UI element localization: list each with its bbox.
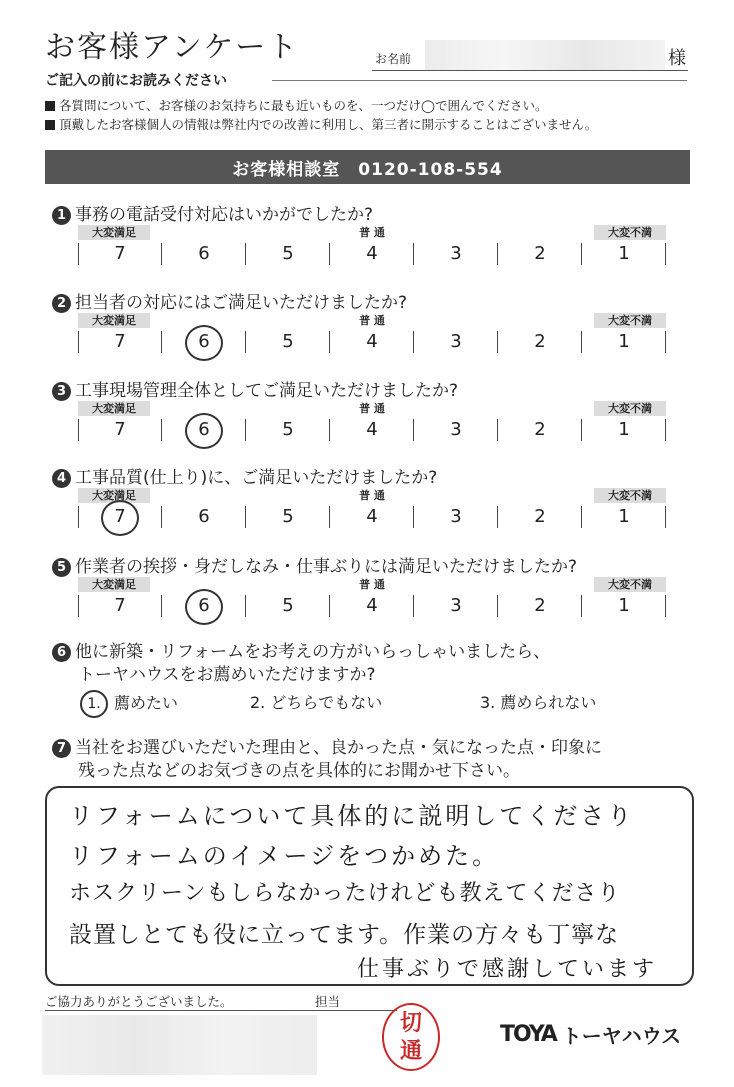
rating-option[interactable] (498, 504, 582, 530)
scale-label-very-satisfied: 大変満足 (78, 401, 150, 416)
rating-value: 6 (198, 595, 210, 616)
rating-option[interactable] (582, 504, 666, 530)
rating-value: 6 (198, 243, 210, 264)
comment-line: 仕事ぶりで感謝しています (357, 957, 658, 982)
company-logo (500, 1020, 681, 1049)
scale-label-very-satisfied: 大変満足 (78, 577, 150, 592)
seal-char: 切 (399, 1010, 422, 1036)
scale-label-neutral: 普 通 (359, 314, 385, 327)
seal-char: 通 (399, 1038, 422, 1064)
rating-option[interactable] (498, 329, 582, 355)
rating-option[interactable] (498, 241, 582, 267)
name-underline (372, 70, 688, 71)
scale-label-very-dissatisfied: 大変不満 (594, 225, 666, 240)
rating-option[interactable] (498, 417, 582, 443)
rating-value: 2 (534, 243, 546, 264)
rating-value: 2 (534, 595, 546, 616)
q6-option-3[interactable] (480, 690, 596, 718)
question-3 (52, 376, 458, 401)
rating-option[interactable] (78, 329, 162, 355)
rating-option[interactable] (162, 329, 246, 355)
option-number: 3. (480, 693, 496, 712)
rating-value: 5 (282, 243, 294, 264)
rating-value: 6 (198, 331, 210, 352)
rating-option[interactable] (414, 504, 498, 530)
rating-value: 3 (450, 595, 462, 616)
rating-option[interactable] (330, 504, 414, 530)
rating-value: 1 (618, 331, 630, 352)
question-text: 他に新築・リフォームをお考えの方がいらっしゃいましたら、 (75, 642, 551, 662)
scale-label-very-dissatisfied: 大変不満 (594, 313, 666, 328)
rating-value: 7 (114, 331, 126, 352)
survey-title: お客様アンケート (45, 30, 300, 65)
rating-option[interactable] (582, 593, 666, 619)
instruction-note (45, 115, 597, 133)
rating-value: 5 (282, 419, 294, 440)
rating-value: 5 (282, 506, 294, 527)
rating-option[interactable] (582, 329, 666, 355)
rating-option[interactable] (162, 593, 246, 619)
name-suffix: 様 (668, 48, 686, 69)
rating-value: 7 (114, 243, 126, 264)
scale-label-very-satisfied: 大変満足 (78, 313, 150, 328)
rating-value: 1 (618, 595, 630, 616)
comment-line: リフォームのイメージをつかめた。 (69, 842, 500, 870)
option-number: 2. (250, 693, 266, 712)
rating-value: 4 (366, 506, 378, 527)
rating-option[interactable] (78, 417, 162, 443)
scale-label-neutral: 普 通 (359, 489, 385, 502)
rating-value: 2 (534, 331, 546, 352)
question-number: 1 (52, 206, 71, 225)
rating-value: 4 (366, 331, 378, 352)
redacted-name (425, 40, 665, 70)
instruction-note (45, 96, 548, 114)
rating-value: 5 (282, 595, 294, 616)
selected-circle (101, 500, 139, 536)
hanko-seal (382, 1003, 440, 1071)
selected-circle: 1. (80, 690, 108, 718)
scale-label-very-satisfied: 大変満足 (78, 225, 150, 240)
rating-scale (78, 225, 666, 269)
rating-option[interactable] (162, 417, 246, 443)
question-7 (52, 733, 602, 758)
scale-label-neutral: 普 通 (359, 578, 385, 591)
redacted-staff (42, 1015, 317, 1075)
rating-options (78, 241, 666, 267)
question-1 (52, 200, 373, 225)
rating-option[interactable] (414, 241, 498, 267)
rating-option[interactable] (330, 329, 414, 355)
rating-value: 6 (198, 419, 210, 440)
selected-circle (185, 589, 223, 625)
rating-options (78, 329, 666, 355)
question-2 (52, 288, 407, 313)
instructions-divider (272, 80, 687, 81)
rating-option[interactable] (582, 241, 666, 267)
comment-line: リフォームについて具体的に説明してくださり (69, 802, 635, 830)
selected-circle (185, 413, 223, 449)
comment-box[interactable] (45, 786, 694, 986)
question-7-line2: 残った点などのお気づきの点を具体的にお聞かせ下さい。 (78, 761, 520, 781)
question-number: 3 (52, 382, 71, 401)
q6-option-2[interactable] (250, 690, 480, 718)
rating-value: 4 (366, 419, 378, 440)
rating-value: 3 (450, 506, 462, 527)
scale-label-very-dissatisfied: 大変不満 (594, 401, 666, 416)
instructions-heading: ご記入の前にお読みください (45, 73, 227, 89)
rating-option[interactable] (246, 593, 330, 619)
rating-option[interactable] (246, 417, 330, 443)
rating-option[interactable] (414, 329, 498, 355)
rating-option[interactable] (330, 241, 414, 267)
question-6-line2: トーヤハウスをお薦めいただけますか? (78, 665, 376, 685)
question-6 (52, 637, 550, 662)
rating-option[interactable] (78, 504, 162, 530)
rating-options (78, 504, 666, 530)
rating-option[interactable] (162, 241, 246, 267)
rating-value: 2 (534, 419, 546, 440)
rating-option[interactable] (414, 593, 498, 619)
question-4 (52, 463, 437, 488)
option-label: 薦められない (500, 693, 597, 712)
scale-label-very-dissatisfied: 大変不満 (594, 577, 666, 592)
square-bullet-icon (45, 120, 55, 130)
staff-label: 担当 (315, 994, 341, 1009)
name-label: お名前 (375, 52, 412, 66)
rating-value: 1 (618, 419, 630, 440)
comment-line: 設置しとても役に立ってます。作業の方々も丁寧な (69, 922, 620, 948)
rating-value: 3 (450, 243, 462, 264)
rating-option[interactable] (246, 504, 330, 530)
rating-scale (78, 401, 666, 445)
rating-value: 7 (114, 506, 126, 527)
option-label: 薦めたい (114, 693, 179, 713)
rating-value: 7 (114, 419, 126, 440)
rating-value: 2 (534, 506, 546, 527)
question-5 (52, 552, 577, 577)
q6-options (80, 690, 680, 718)
rating-value: 1 (618, 506, 630, 527)
question-text: 工事現場管理全体としてご満足いただけましたか? (75, 381, 459, 401)
scale-label-very-dissatisfied: 大変不満 (594, 488, 666, 503)
option-label: どちらでもない (270, 693, 383, 712)
question-number: 4 (52, 469, 71, 488)
instruction-note-text: 頂戴したお客様個人の情報は弊社内での改善に利用し、第三者に開示することはございません。 (59, 117, 598, 132)
rating-option[interactable] (78, 593, 162, 619)
rating-option[interactable] (330, 417, 414, 443)
scale-label-neutral: 普 通 (359, 226, 385, 239)
rating-scale (78, 488, 666, 532)
question-number: 5 (52, 558, 71, 577)
selected-circle (185, 325, 223, 361)
rating-option[interactable] (246, 329, 330, 355)
question-text: 作業者の挨拶・身だしなみ・仕事ぶりには満足いただけましたか? (75, 557, 578, 577)
scale-label-very-satisfied: 大変満足 (78, 488, 150, 503)
customer-service-banner: お客様相談室 0120-108-554 (45, 150, 690, 184)
question-text: 当社をお選びいただいた理由と、良かった点・気になった点・印象に (75, 738, 602, 758)
logo-name: トーヤハウス (561, 1024, 682, 1048)
rating-option[interactable] (162, 504, 246, 530)
thanks-text: ご協力ありがとうございました。 (45, 994, 233, 1009)
rating-value: 3 (450, 331, 462, 352)
instruction-note-text: 各質問について、お客様のお気持ちに最も近いものを、一つだけ◯で囲んでください。 (59, 98, 548, 113)
rating-options (78, 593, 666, 619)
rating-value: 4 (366, 243, 378, 264)
q6-option-1[interactable] (80, 690, 250, 718)
square-bullet-icon (45, 101, 55, 111)
rating-option[interactable] (414, 417, 498, 443)
rating-scale (78, 577, 666, 621)
rating-options (78, 417, 666, 443)
rating-scale (78, 313, 666, 357)
question-number: 6 (52, 643, 71, 662)
question-text: 担当者の対応にはご満足いただけましたか? (75, 293, 408, 313)
rating-value: 4 (366, 595, 378, 616)
comment-line: ホスクリーンもしらなかったけれども教えてくださり (69, 881, 621, 906)
staff-underline (45, 1010, 397, 1011)
rating-option[interactable] (498, 593, 582, 619)
question-number: 2 (52, 294, 71, 313)
question-number: 7 (52, 739, 71, 758)
question-text: 工事品質(仕上り)に、ご満足いただけましたか? (75, 468, 438, 488)
scale-label-neutral: 普 通 (359, 402, 385, 415)
rating-option[interactable] (246, 241, 330, 267)
rating-option[interactable] (330, 593, 414, 619)
rating-option[interactable] (78, 241, 162, 267)
rating-value: 3 (450, 419, 462, 440)
rating-value: 6 (198, 506, 210, 527)
rating-value: 1 (618, 243, 630, 264)
logo-mark: TOYA (500, 1022, 556, 1047)
rating-option[interactable] (582, 417, 666, 443)
question-text: 事務の電話受付対応はいかがでしたか? (75, 205, 374, 225)
rating-value: 7 (114, 595, 126, 616)
rating-value: 5 (282, 331, 294, 352)
